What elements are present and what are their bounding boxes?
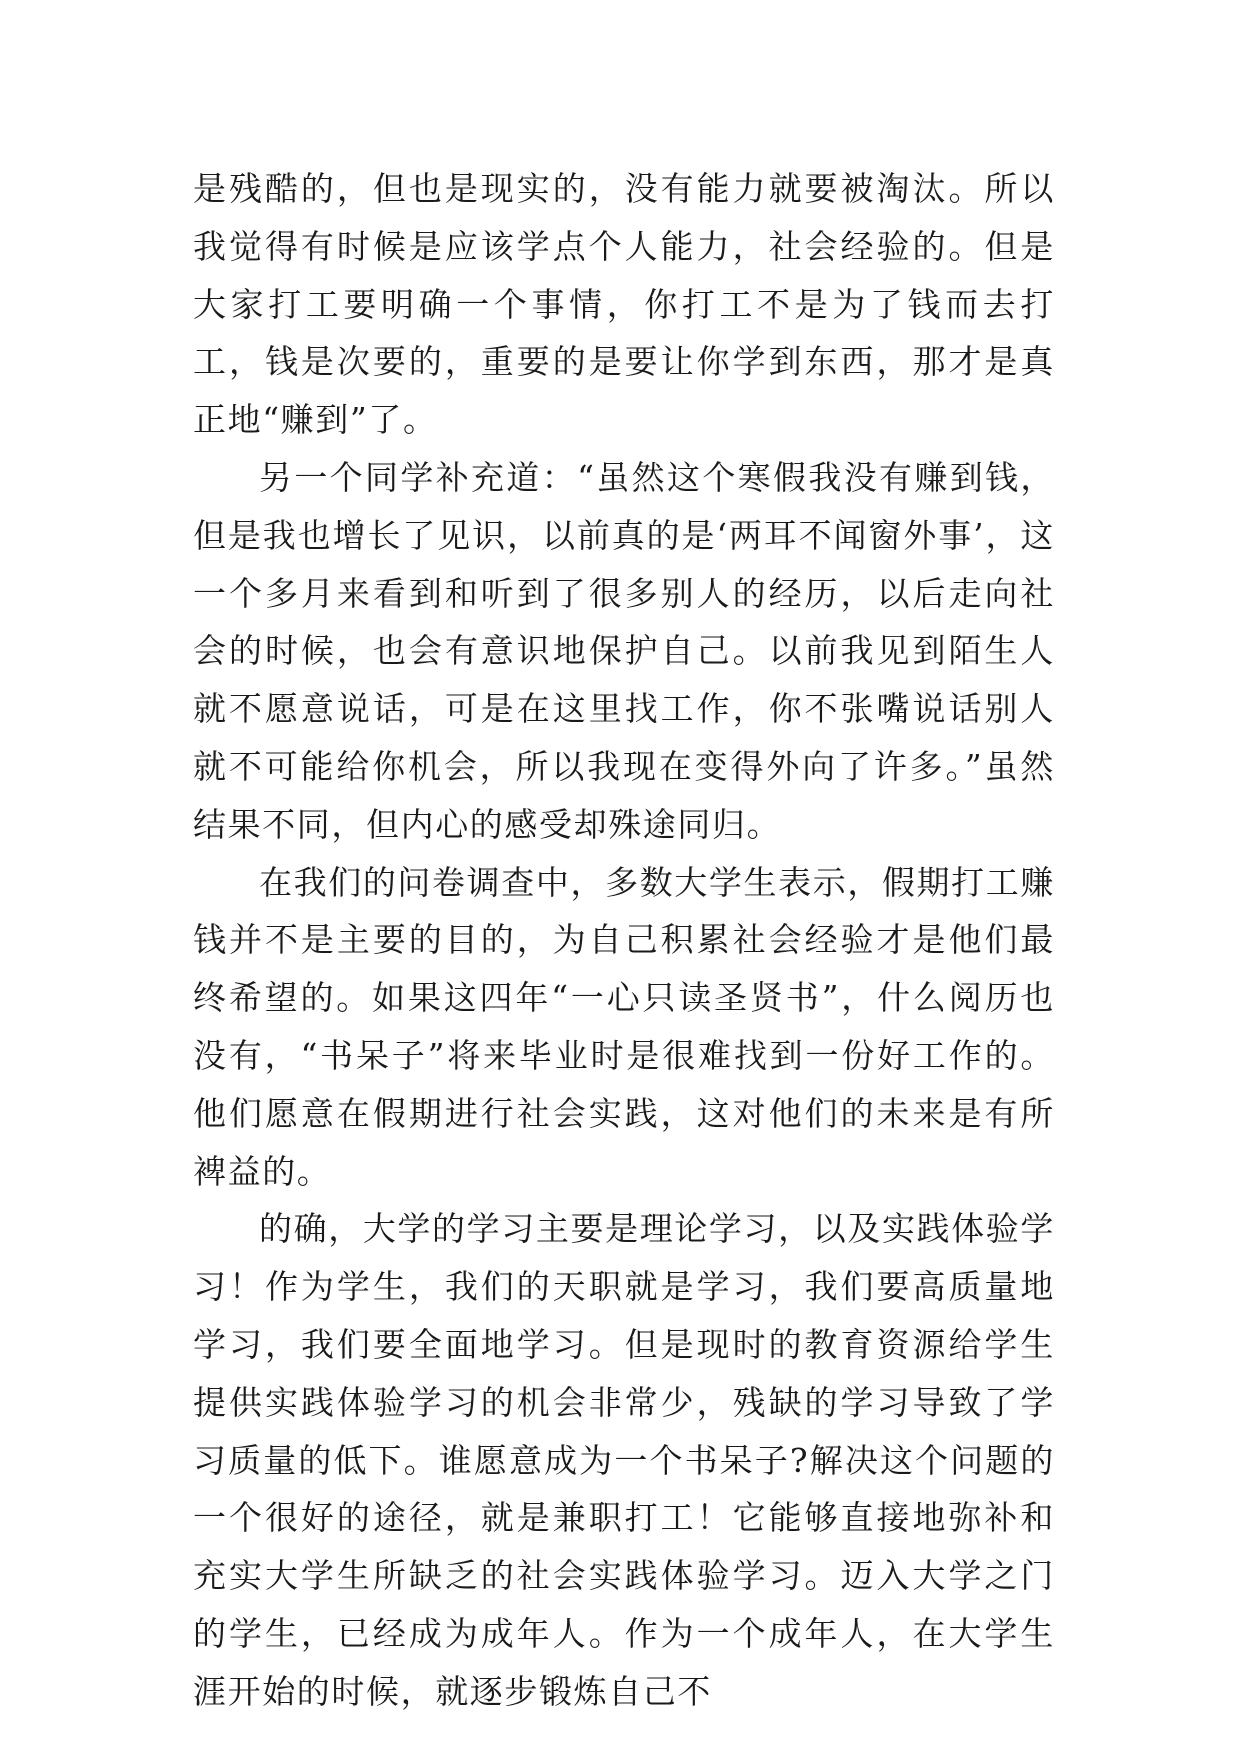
paragraph-1: 是残酷的，但也是现实的，没有能力就要被淘汰。所以我觉得有时候是应该学点个人能力，社会经验的。但是大家打工要明确一个事情，你打工不是为了钱而去打工，钱是次要的，重要的是要让你学到东西，那才是真正地“赚到”了。	[193, 169, 1055, 440]
body-text	[193, 160, 1055, 1721]
paragraph-3: 在我们的问卷调查中，多数大学生表示，假期打工赚钱并不是主要的目的，为自己积累社会经验才是他们最终希望的。如果这四年“一心只读圣贤书”，什么阅历也没有，“书呆子”将来毕业时是很难找到一份好工作的。他们愿意在假期进行社会实践，这对他们的未来是有所裨益的。	[193, 862, 1055, 1191]
paragraph-4: 的确，大学的学习主要是理论学习，以及实践体验学习！作为学生，我们的天职就是学习，我们要高质量地学习，我们要全面地学习。但是现时的教育资源给学生提供实践体验学习的机会非常少，残缺的学习导致了学习质量的低下。谁愿意成为一个书呆子?解决这个问题的一个很好的途径，就是兼职打工！它能够直接地弥补和充实大学生所缺乏的社会实践体验学习。迈入大学之门的学生，已经成为成年人。作为一个成年人，在大学生涯开始的时候，就逐步锻炼自己不	[193, 1209, 1055, 1711]
paragraph-2: 另一个同学补充道：“虽然这个寒假我没有赚到钱，但是我也增长了见识，以前真的是‘两耳不闻窗外事’，这一个多月来看到和听到了很多别人的经历，以后走向社会的时候，也会有意识地保护自己。以前我见到陌生人就不愿意说话，可是在这里找工作，你不张嘴说话别人就不可能给你机会，所以我现在变得外向了许多。”虽然结果不同，但内心的感受却殊途同归。	[193, 457, 1055, 844]
